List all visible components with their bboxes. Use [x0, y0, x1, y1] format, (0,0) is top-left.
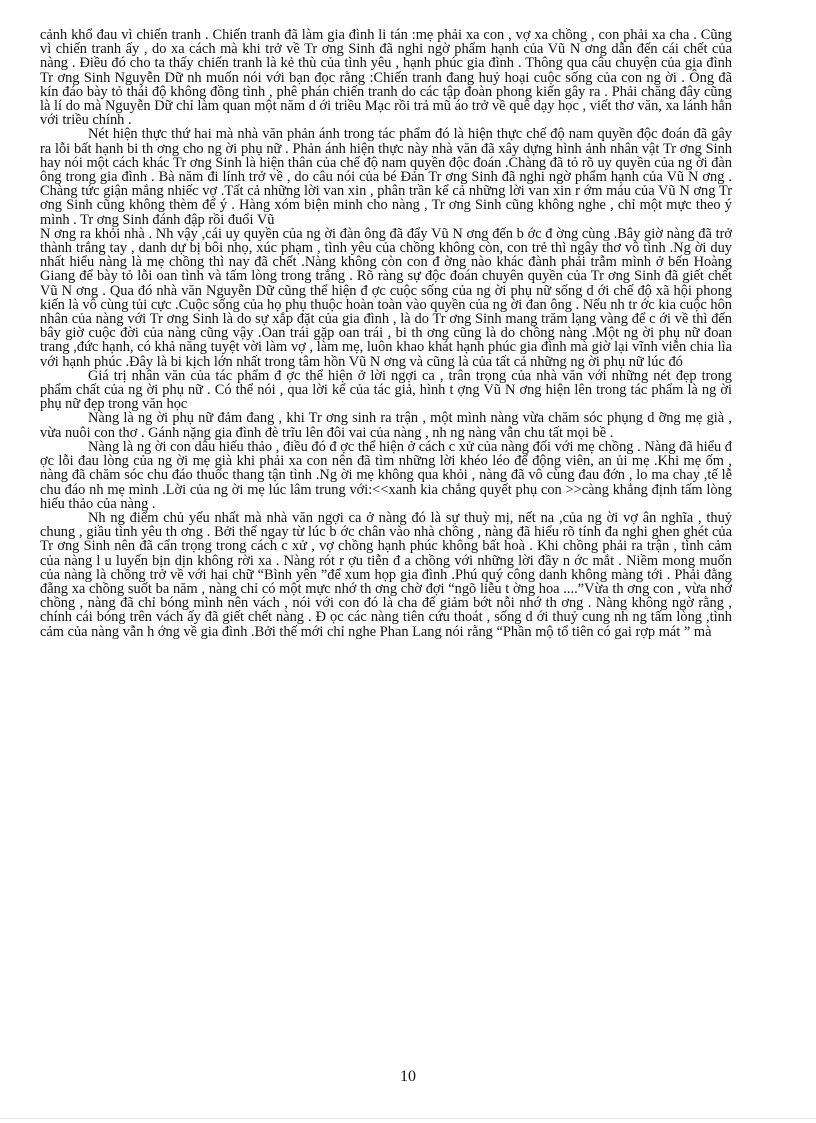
paragraph-filial-daughter: Nàng là ng ời con dâu hiếu thảo , điều đó đ ợc thể hiện ở cách c xử của nàng đối với mẹ chồng . Nàng đã hiểu đ ợc lỗi đau lòng của ng ời mẹ già khi phải xa con nên đã tìm những lời khéo léo để động viên, an ủi mẹ .Khi mẹ ốm , nàng đã chăm sóc chu đáo thuốc thang tận tình .Ng ời mẹ không qua khỏi , nàng đã vô cùng đau đớn , lo ma chay ,tế lễ chu đáo nh mẹ mình .Lời của ng ời mẹ lúc lâm trung với:<<xanh kia chắng quyết phụ con >>càng khẳng định tấm lòng hiếu thảo của nàng . [40, 438, 732, 512]
page-number: 10 [400, 1068, 416, 1085]
paragraph-patriarchy: Nét hiện thực thứ hai mà nhà văn phản ánh trong tác phẩm đó là hiện thực chế độ nam quyền độc đoán đã gây ra lỗi bất hạnh bi th ơng cho ng ời phụ nữ . Phản ánh hiện thực này nhà văn đã xây dựng hình ảnh nhân vật Tr ơng Sinh hay nói một cách khác Tr ơng Sinh là hiện thân của chế độ nam quyền độc đoán .Chàng đã tỏ rõ uy quyền của ng ời đàn ông trong gia đình . Bà năm đi lính trở về , do câu nói của bé Đản Tr ơng Sinh đã nghi ngờ phẩm hạnh của Vũ N ơng . Chàng tức giận mắng nhiếc vợ .Tất cả những lời van xin , phân trần kể cả những lời van xin r ớm máu của Vũ N ơng Tr ơng Sinh cũng không thèm để ý . Hàng xóm biện minh cho nàng , Tr ơng Sinh cũng không nghe , chỉ một mực theo ý mình . Tr ơng Sinh đánh đập rồi đuổi Vũ [40, 126, 732, 228]
paragraph-tragedy: N ơng ra khỏi nhà . Nh vậy ,cái uy quyền của ng ời đàn ông đã đẩy Vũ N ơng đến b ớc đ ờng cùng .Bây giờ nàng đã trở thành trắng tay , danh dự bị bôi nhọ, xúc phạm , tình yêu của chồng không còn, con trẻ thì ngây thơ vô tình .Ng ời duy nhất hiểu nàng là mẹ chồng thì nay đã chết .Nàng không còn con đ ờng nào khác đành phải trẫm mình ở bến Hoàng Giang để bày tỏ lỗi oan tình và tấm lòng trong trắng . Rõ ràng sự độc đoán chuyên quyền của Tr ơng Sinh đã giết chết Vũ N ơng . Qua đó nhà văn Nguyễn Dữ cũng thể hiện đ ợc cuộc sống của ng ời phụ nữ sống d ới chế độ xã hội phong kiến là vô cùng tủi cực .Cuộc sống của họ phụ thuộc hoàn toàn vào quyền của ng ời đan ông . Nếu nh tr ớc kia cuộc hôn nhân của nàng với Tr ơng Sinh là do sự xắp đặt của gia đình , là do Tr ơng Sinh mang trăm lạng vàng để c ới về thì đến bây giờ cuộc đời của nàng cũng vậy .Oan trái gặp oan trái , bi th ơng cũng là do chồng nàng .Một ng ời phụ nữ đoan trang ,đức hạnh, có khả năng tuyệt vời làm vợ , làm mẹ, luôn khao khát hạnh phúc gia đình mà giờ lại vĩnh viễn chia lìa với hạnh phúc .Đây là bi kịch lớn nhất trong tâm hồn Vũ N ơng và cũng là của tất cả những ng ời phụ nữ lúc đó [40, 225, 732, 370]
paragraph-humanist-value: Giá trị nhân văn của tác phẩm đ ợc thể hiện ở lời ngợi ca , trân trọng của nhà văn với những nét đẹp trong phẩm chất của ng ời phụ nữ . Có thể nói , qua lời kể của tác giả, hình t ợng Vũ N ơng hiện lên trong tác phẩm là ng ời phụ nữ đẹp trong văn học [40, 367, 732, 413]
paragraph-diligent-wife: Nàng là ng ời phụ nữ đảm đang , khi Tr ơng sinh ra trận , một mình nàng vừa chăm sóc phụng d ỡng mẹ già , vừa nuôi con thơ . Gánh nặng gia đình đè trĩu lên đôi vai của nàng , nh ng nàng vẫn chu tất mọi bề . [40, 410, 732, 441]
footer-rule [0, 1118, 816, 1119]
document-body [40, 28, 732, 639]
paragraph-war-family: cảnh khổ đau vì chiến tranh . Chiến tranh đã làm gia đình li tán :mẹ phải xa con , vợ xa chồng , con phải xa cha . Cũng vì chiến tranh ấy , do xa cách mà khi trở về Tr ơng Sinh đã nghi ngờ phẩm hạnh của Vũ N ơng dẫn đến cái chết của nàng . Điều đó cho ta thấy chiến tranh là kẻ thù của tình yêu , hạnh phúc gia đình . Thông qua câu chuyện của gia đình Tr ơng Sinh Nguyễn Dữ nh muốn nói với bạn đọc rằng :Chiến tranh đang huỷ hoại cuộc sống của con ng ời . Ông đã kín đáo bày tỏ thái độ không đồng tình , phê phán chiến tranh do các tập đoàn phong kiến gây ra . Phải chăng đây cũng là lí do mà Nguyễn Dữ chỉ làm quan một năm d ới triều Mạc rồi trả mũ áo trở về quê dạy học , viết thơ văn, xa lánh hẳn với triều chính . [40, 27, 732, 129]
paragraph-faithful-wife: Nh ng điểm chủ yếu nhất mà nhà văn ngợi ca ở nàng đó là sự thuỳ mị, nết na ,của ng ời vợ ân nghĩa , thuỷ chung , giầu tình yêu th ơng . Bởi thế ngay từ lúc b ớc chân vào nhà chồng , nàng đã hiểu rõ tính đa nghi ghen ghét của Tr ơng Sinh nên đã cẩn trọng trong cách c xử , vợ chồng hạnh phúc không bất hoà . Khi chồng phải ra trận , tình cảm của nàng l u luyến bịn dịn không rời xa . Nàng rót r ợu tiễn đ a chồng với những lời đầy n ớc mắt . Niềm mong muốn của nàng là chồng trở về với hai chữ “Bình yên ”để xum họp gia đình .Phú quý công danh không màng tới . Phải đằng đẵng xa chồng suốt ba năm , nàng chỉ có một mực nhớ th ơng chờ đợi “ngõ liễu t ờng hoa ....”Vừa th ơng con , vừa nhớ chồng , nàng đã chỉ bóng mình nên vách , nói với con đó là cha để giảm bớt nỗi nhớ th ơng . Nàng không ngờ rằng , chính cái bóng trên vách ấy đã giết chết nàng . Đ ọc các nàng tiên cứu thoát , sống d ới thuỷ cung nh ng tấm lòng ,tình cảm của nàng vẫn h ớng về gia đình .Bởi thế mới chỉ nghe Phan Lang nói rằng “Phần mộ tổ tiên có gai rợp mát ” mà [40, 509, 732, 640]
